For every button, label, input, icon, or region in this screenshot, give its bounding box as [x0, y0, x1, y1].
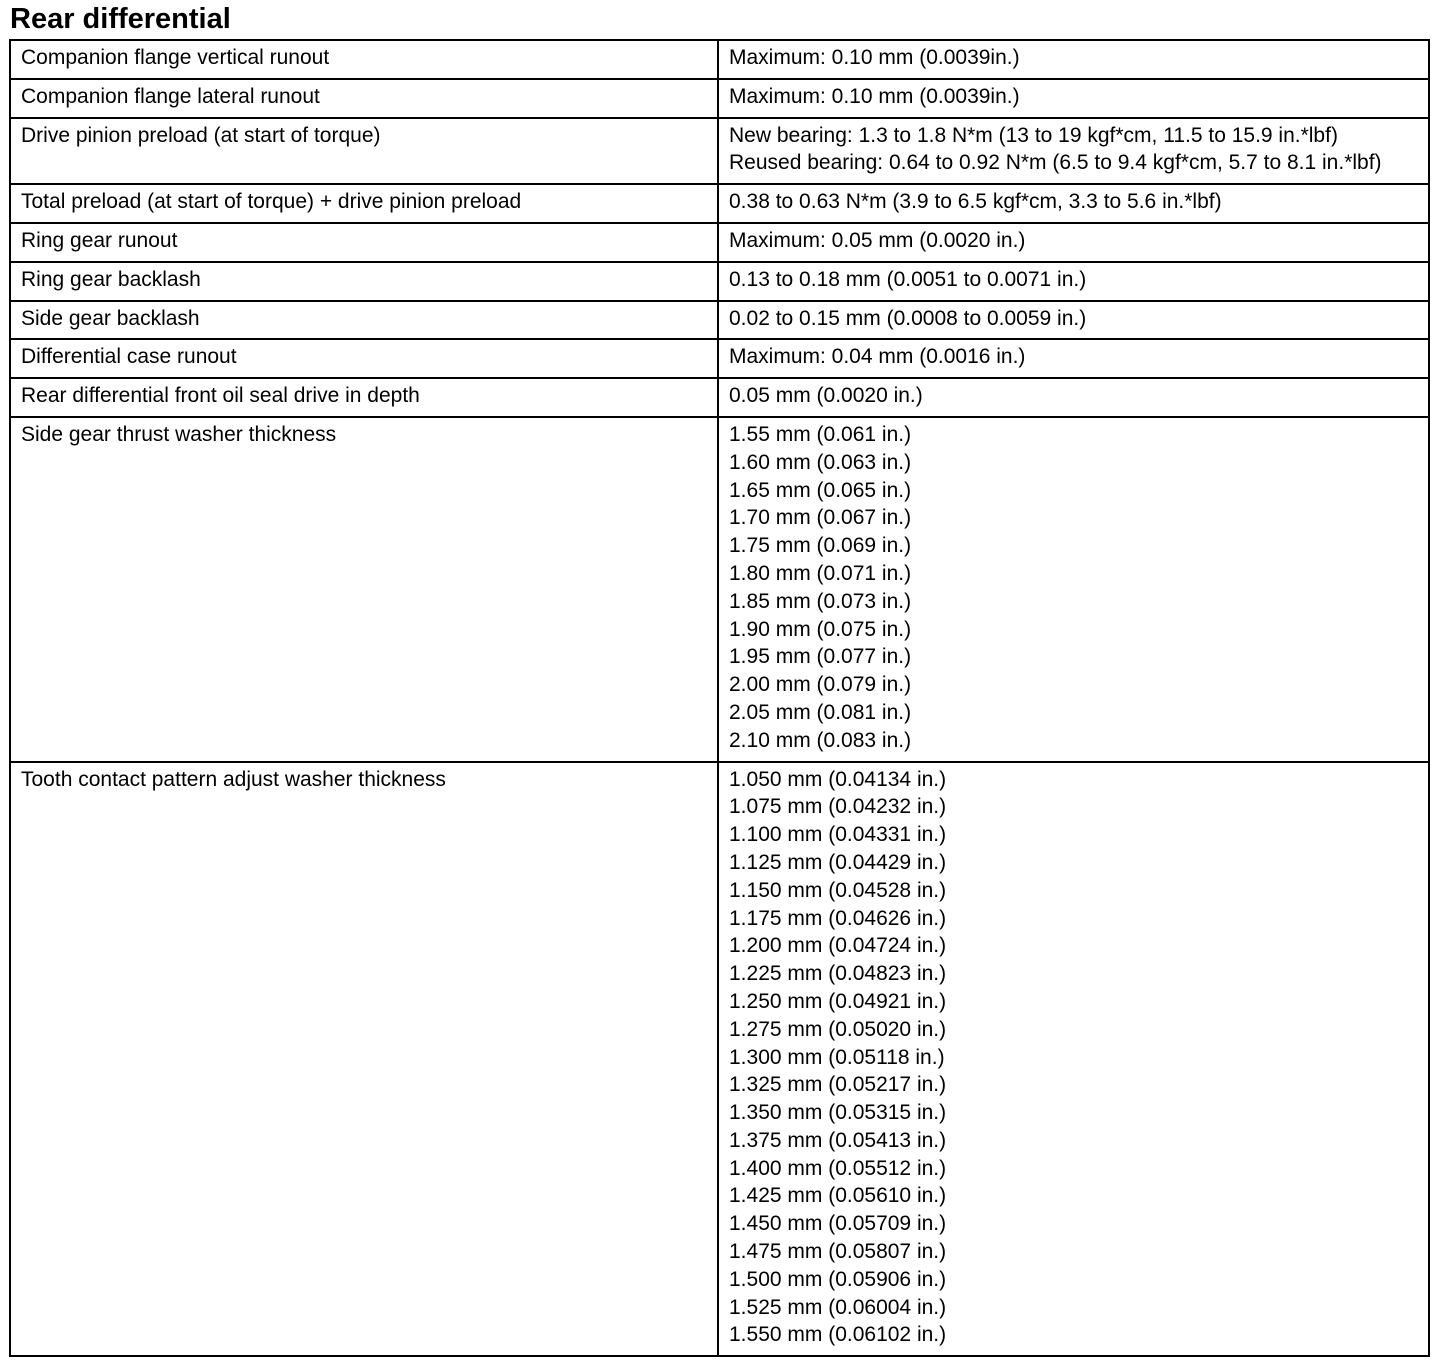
spec-value-cell — [718, 40, 1429, 79]
spec-value-cell — [718, 184, 1429, 223]
spec-value: Maximum: 0.10 mm (0.0039in.) — [729, 46, 1020, 69]
spec-item-label: Companion flange vertical runout — [21, 46, 330, 69]
spec-value: 1.95 mm (0.077 in.) — [729, 645, 912, 669]
spec-value-cell — [718, 118, 1429, 185]
spec-item-label: Ring gear runout — [21, 228, 178, 252]
spec-value: 1.550 mm (0.06102 in.) — [729, 1323, 947, 1347]
spec-value: Reused bearing: 0.64 to 0.92 N*m (6.5 to 9.4 kgf*cm, 5.7 to 8.1 in.*lbf) — [729, 151, 1382, 175]
spec-value: 1.150 mm (0.04528 in.) — [729, 878, 947, 902]
spec-value: 1.450 mm (0.05709 in.) — [729, 1212, 947, 1236]
spec-value: 1.100 mm (0.04331 in.) — [729, 823, 947, 847]
spec-value: 1.400 mm (0.05512 in.) — [729, 1156, 947, 1180]
spec-value: 1.500 mm (0.05906 in.) — [729, 1267, 947, 1291]
spec-value: 1.250 mm (0.04921 in.) — [729, 989, 947, 1013]
spec-item-label: Companion flange lateral runout — [21, 84, 320, 108]
spec-item-label: Drive pinion preload (at start of torque) — [21, 123, 381, 147]
spec-value: 2.10 mm (0.083 in.) — [729, 728, 912, 752]
spec-item-label: Side gear thrust washer thickness — [21, 422, 337, 446]
spec-value: 1.050 mm (0.04134 in.) — [729, 767, 947, 791]
table-row — [10, 378, 1429, 417]
spec-value: 1.300 mm (0.05118 in.) — [729, 1045, 945, 1069]
spec-value-cell — [718, 339, 1429, 378]
spec-value-cell — [718, 262, 1429, 301]
spec-item-cell — [10, 79, 718, 118]
page-title: Rear differential — [10, 3, 231, 35]
spec-item-label: Ring gear backlash — [21, 267, 201, 291]
spec-value-cell — [718, 79, 1429, 118]
spec-value-cell — [718, 378, 1429, 417]
spec-item-cell — [10, 40, 718, 79]
spec-value: Maximum: 0.05 mm (0.0020 in.) — [729, 228, 1026, 252]
spec-table — [9, 39, 1430, 1357]
spec-item-cell — [10, 378, 718, 417]
table-row — [10, 339, 1429, 378]
spec-value: 0.38 to 0.63 N*m (3.9 to 6.5 kgf*cm, 3.3 to 5.6 in.*lbf) — [729, 190, 1222, 214]
spec-value: 0.05 mm (0.0020 in.) — [729, 384, 923, 408]
spec-value: 1.075 mm (0.04232 in.) — [729, 795, 947, 819]
table-row — [10, 301, 1429, 340]
spec-item-label: Tooth contact pattern adjust washer thickness — [21, 767, 446, 791]
spec-item-cell — [10, 339, 718, 378]
spec-item-cell — [10, 301, 718, 340]
spec-value: 1.425 mm (0.05610 in.) — [729, 1184, 947, 1208]
spec-value: 1.60 mm (0.063 in.) — [729, 450, 912, 474]
table-row — [10, 118, 1429, 185]
spec-value: New bearing: 1.3 to 1.8 N*m (13 to 19 kgf*cm, 11.5 to 15.9 in.*lbf) — [729, 123, 1338, 147]
spec-value: 1.325 mm (0.05217 in.) — [729, 1073, 947, 1097]
spec-value: 1.225 mm (0.04823 in.) — [729, 962, 947, 986]
spec-value: 1.80 mm (0.071 in.) — [729, 561, 912, 585]
spec-item-label: Side gear backlash — [21, 306, 200, 330]
table-row — [10, 184, 1429, 223]
spec-value-cell — [718, 223, 1429, 262]
table-row — [10, 417, 1429, 762]
spec-value: 1.75 mm (0.069 in.) — [729, 534, 912, 558]
table-row — [10, 40, 1429, 79]
spec-value: 1.525 mm (0.06004 in.) — [729, 1295, 947, 1319]
spec-item-cell — [10, 184, 718, 223]
spec-item-cell — [10, 223, 718, 262]
spec-value-cell — [718, 301, 1429, 340]
table-row — [10, 79, 1429, 118]
spec-value: 0.02 to 0.15 mm (0.0008 to 0.0059 in.) — [729, 306, 1087, 330]
spec-value: 1.65 mm (0.065 in.) — [729, 478, 912, 502]
table-row — [10, 262, 1429, 301]
spec-item-cell — [10, 417, 718, 762]
spec-value: 1.175 mm (0.04626 in.) — [729, 906, 947, 930]
spec-value: 1.375 mm (0.05413 in.) — [729, 1128, 947, 1152]
table-row — [10, 223, 1429, 262]
spec-value: 1.90 mm (0.075 in.) — [729, 617, 912, 641]
spec-value: 1.350 mm (0.05315 in.) — [729, 1101, 947, 1125]
spec-value: 0.13 to 0.18 mm (0.0051 to 0.0071 in.) — [729, 267, 1087, 291]
spec-value: 2.00 mm (0.079 in.) — [729, 673, 912, 697]
spec-item-label: Rear differential front oil seal drive in depth — [21, 384, 420, 408]
spec-value: Maximum: 0.04 mm (0.0016 in.) — [729, 345, 1026, 369]
spec-value: 1.70 mm (0.067 in.) — [729, 506, 912, 530]
spec-value: 2.05 mm (0.081 in.) — [729, 700, 912, 724]
spec-value: Maximum: 0.10 mm (0.0039in.) — [729, 84, 1020, 108]
spec-value: 1.275 mm (0.05020 in.) — [729, 1017, 947, 1041]
spec-value-cell — [718, 762, 1429, 1357]
spec-item-label: Total preload (at start of torque) + drive pinion preload — [21, 190, 522, 214]
spec-value-cell — [718, 417, 1429, 762]
spec-value: 1.125 mm (0.04429 in.) — [729, 850, 947, 874]
spec-value: 1.475 mm (0.05807 in.) — [729, 1240, 947, 1264]
spec-value: 1.55 mm (0.061 in.) — [729, 422, 912, 446]
spec-item-cell — [10, 762, 718, 1357]
table-row — [10, 762, 1429, 1357]
spec-table-body — [10, 40, 1429, 1356]
spec-item-label: Differential case runout — [21, 345, 237, 369]
spec-item-cell — [10, 118, 718, 185]
spec-item-cell — [10, 262, 718, 301]
spec-value: 1.85 mm (0.073 in.) — [729, 589, 912, 613]
spec-value: 1.200 mm (0.04724 in.) — [729, 934, 947, 958]
